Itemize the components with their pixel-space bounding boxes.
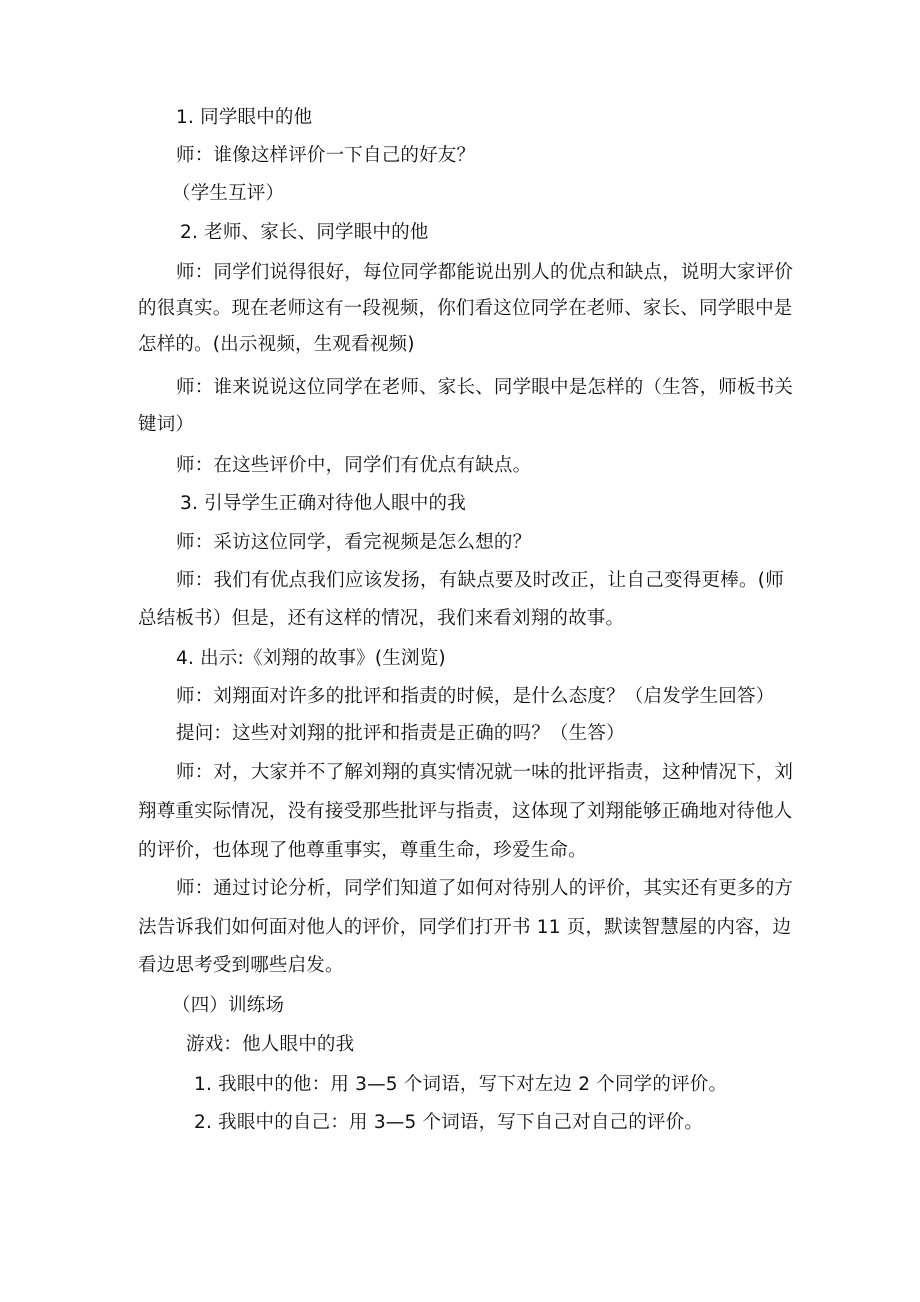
paragraph: 师：在这些评价中，同学们有优点有缺点。 [176,455,532,476]
paragraph: 总结板书）但是，还有这样的情况，我们来看刘翔的故事。 [138,608,625,629]
list-item: 2. 我眼中的自己：用 3—5 个词语，写下自己对自己的评价。 [194,1112,704,1133]
heading-2: 2. 老师、家长、同学眼中的他 [180,222,429,243]
heading-3: 3. 引导学生正确对待他人眼中的我 [180,493,466,514]
paragraph: 师：刘翔面对许多的批评和指责的时候，是什么态度？（启发学生回答） [176,686,775,707]
paragraph: 怎样的。(出示视频，生观看视频) [138,334,415,355]
paragraph: 师：谁来说说这位同学在老师、家长、同学眼中是怎样的（生答，师板书关 [176,377,794,398]
paragraph: 师：采访这位同学，看完视频是怎么想的？ [176,532,532,553]
paragraph: 师：同学们说得很好，每位同学都能说出别人的优点和缺点，说明大家评价 [176,262,794,283]
paragraph: 法告诉我们如何面对他人的评价，同学们打开书 11 页，默读智慧屋的内容，边 [138,917,792,938]
list-item: 1. 我眼中的他：用 3—5 个词语，写下对左边 2 个同学的评价。 [194,1074,728,1095]
paragraph: 看边思考受到哪些启发。 [138,955,344,976]
heading-1: 1. 同学眼中的他 [176,107,313,128]
paragraph: 师：对，大家并不了解刘翔的真实情况就一味的批评指责，这种情况下，刘 [176,762,794,783]
paragraph: 的很真实。现在老师这有一段视频，你们看这位同学在老师、家长、同学眼中是 [138,298,793,319]
heading-4: 4. 出示:《刘翔的故事》(生浏览) [176,648,446,669]
paragraph: 翔尊重实际情况，没有接受那些批评与指责，这体现了刘翔能够正确地对待他人 [138,801,793,822]
section-heading: （四）训练场 [172,995,285,1016]
paragraph: （学生互评） [172,183,285,204]
paragraph: 师：通过讨论分析，同学们知道了如何对待别人的评价，其实还有更多的方 [176,878,794,899]
paragraph: 提问：这些对刘翔的批评和指责是正确的吗？（生答） [176,723,625,744]
paragraph: 的评价，也体现了他尊重事实，尊重生命，珍爱生命。 [138,840,587,861]
paragraph: 键词） [138,414,195,435]
game-title: 游戏：他人眼中的我 [186,1034,355,1055]
paragraph: 师：我们有优点我们应该发扬，有缺点要及时改正，让自己变得更棒。(师 [176,570,784,591]
paragraph: 师：谁像这样评价一下自己的好友？ [176,145,476,166]
